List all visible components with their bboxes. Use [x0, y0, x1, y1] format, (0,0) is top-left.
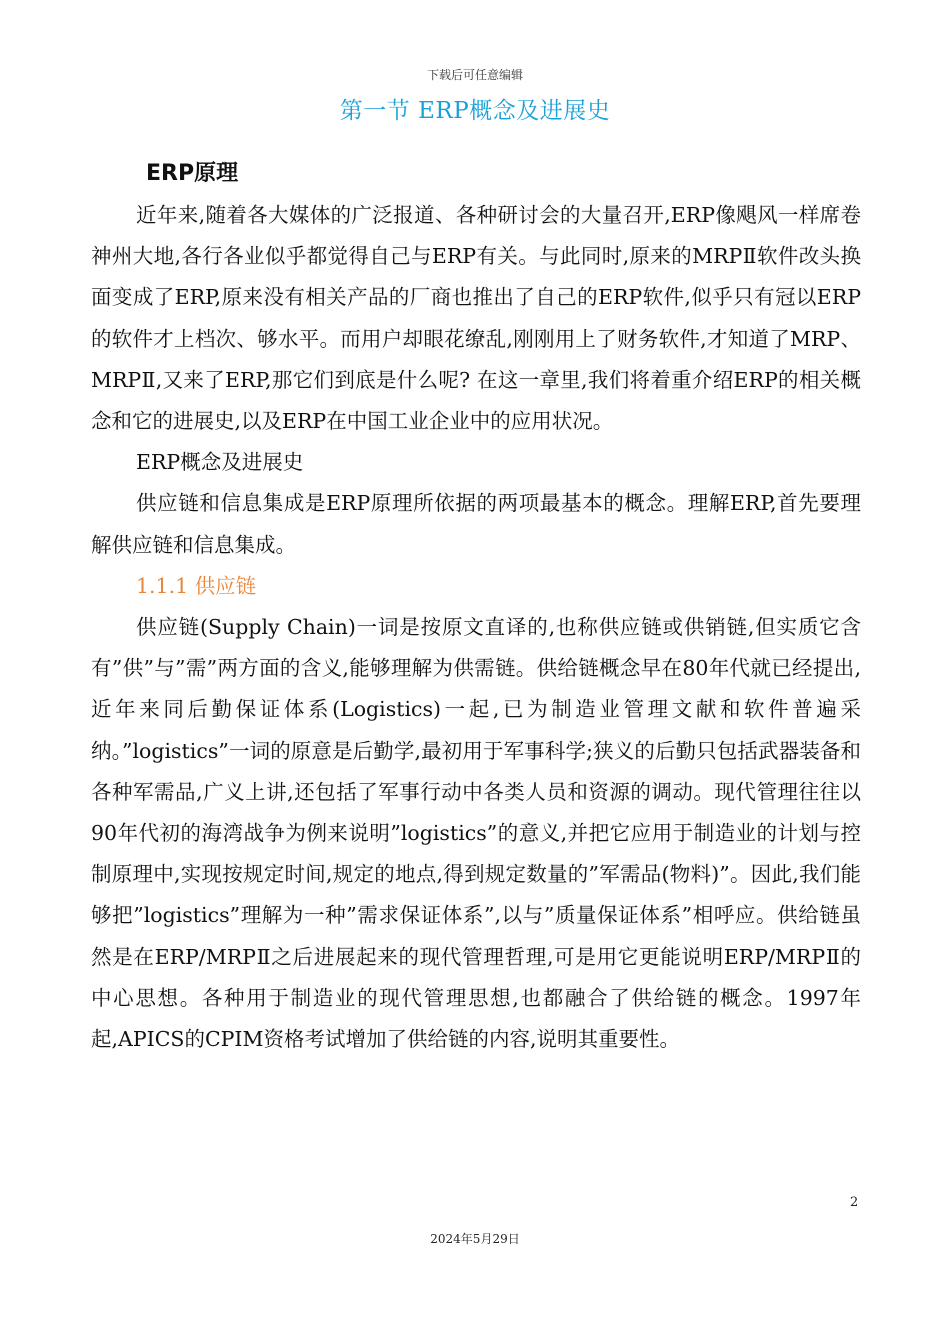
- section-title: ERP原理: [146, 161, 239, 186]
- header-note: 下载后可任意编辑: [426, 68, 523, 82]
- paragraph-intro: 近年来,随着各大媒体的广泛报道、各种研讨会的大量召开,ERP像飓风一样席卷神州大地,各行各业似乎都觉得自己与ERP有关。与此同时,原来的MRPⅡ软件改头换面变成了ERP,原来没有相关产品的厂商也推出了自己的ERP软件,似乎只有冠以ERP的软件才上档次、够水平。而用户却眼花缭乱,刚刚用上了财务软件,才知道了MRP、MRPⅡ,又来了ERP,那它们到底是什么呢? 在这一章里,我们将着重介绍ERP的相关概念和它的进展史,以及ERP在中国工业企业中的应用状况。: [91, 203, 861, 434]
- chapter-title: 第一节 ERP概念及进展史: [339, 98, 611, 124]
- subheading-erp-concept: ERP概念及进展史: [136, 450, 304, 475]
- page-number: 2: [850, 1195, 859, 1210]
- paragraph-supply-chain-intro: 供应链和信息集成是ERP原理所依据的两项最基本的概念。理解ERP,首先要理解供应链和信息集成。: [91, 491, 861, 557]
- heading-1-1-1: 1.1.1 供应链: [136, 573, 257, 598]
- document-body: [91, 195, 861, 1060]
- paragraph-supply-chain-detail: 供应链(Supply Chain)一词是按原文直译的,也称供应链或供销链,但实质它含有”供”与”需”两方面的含义,能够理解为供需链。供给链概念早在80年代就已经提出,近年来同后勤保证体系(Logistics)一起,已为制造业管理文献和软件普遍采纳。”logistics”一词的原意是后勤学,最初用于军事科学;狭义的后勤只包括武器装备和各种军需品,广义上讲,还包括了军事行动中各类人员和资源的调动。现代管理往往以90年代初的海湾战争为例来说明”logistics”的意义,并把它应用于制造业的计划与控制原理中,实现按规定时间,规定的地点,得到规定数量的”军需品(物料)”。因此,我们能够把”logistics”理解为一种”需求保证体系”,以与”质量保证体系”相呼应。供给链虽然是在ERP/MRPⅡ之后进展起来的现代管理哲理,可是用它更能说明ERP/MRPⅡ的中心思想。各种用于制造业的现代管理思想,也都融合了供给链的概念。1997年起,APICS的CPIM资格考试增加了供给链的内容,说明其重要性。: [91, 615, 861, 1052]
- footer-date: 2024年5月29日: [430, 1232, 520, 1246]
